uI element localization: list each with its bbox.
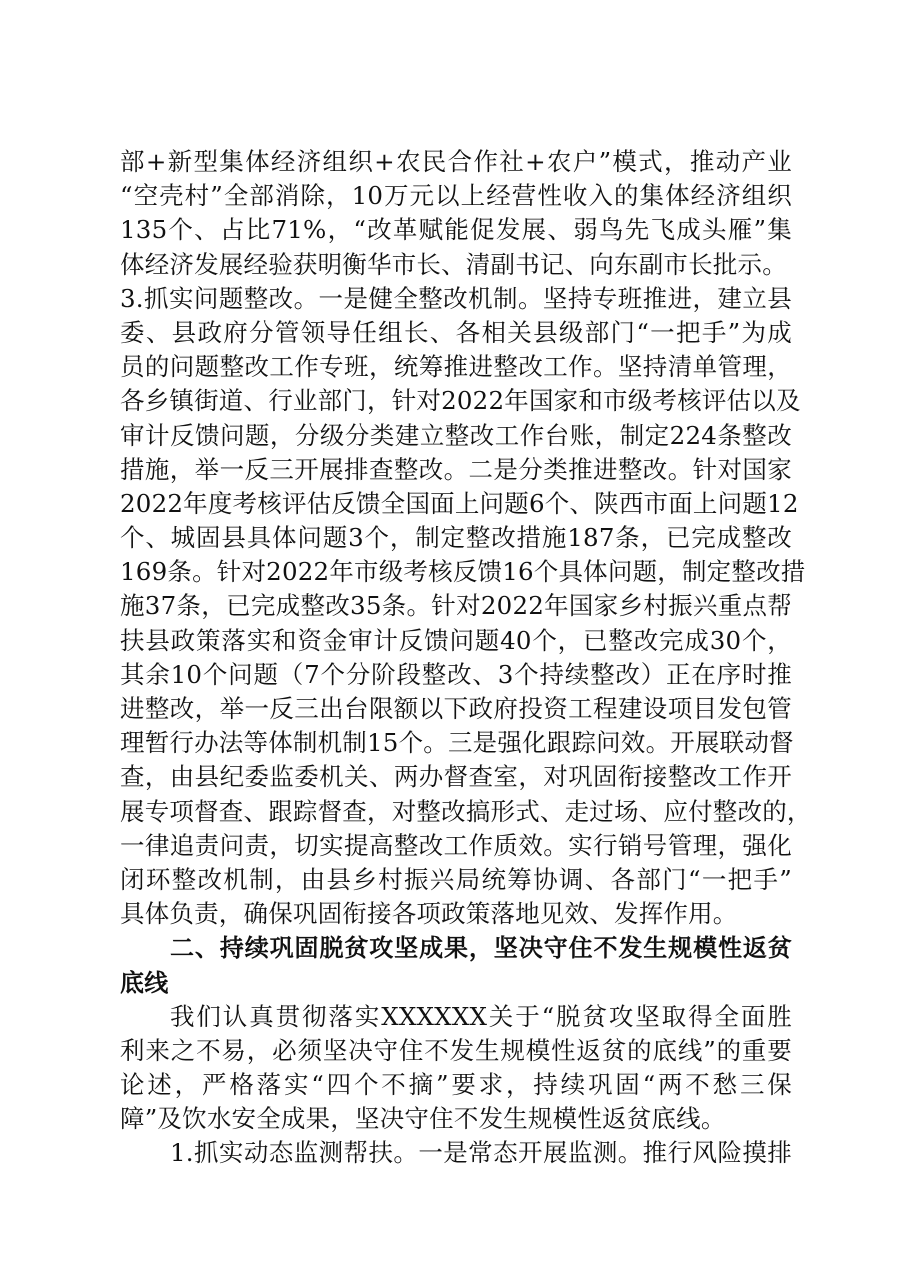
text-line: 展专项督查、跟踪督查，对整改搞形式、走过场、应付整改的， — [120, 796, 812, 826]
paragraph-problem-rectification — [120, 282, 812, 932]
text-line: 169条。针对2022年市级考核反馈16个具体问题，制定整改措 — [120, 557, 806, 587]
text-line: 部+新型集体经济组织+农民合作社+农户”模式，推动产业 — [120, 147, 792, 176]
heading-line: 底线 — [120, 968, 169, 997]
text-line: 其余10个问题（7个分阶段整改、3个持续整改）正在序时推 — [120, 659, 792, 689]
paragraph-intro — [120, 1000, 792, 1137]
text-line: 查，由县纪委监委机关、两办督查室，对巩固衔接整改工作开 — [120, 762, 792, 792]
text-line: 我们认真贯彻落实XXXXXX关于“脱贫攻坚取得全面胜 — [170, 1001, 792, 1031]
text-line: 体经济发展经验获明衡华市长、清副书记、向东副市长批示。 — [120, 249, 787, 279]
text-line: 障”及饮水安全成果，坚决守住不发生规模性返贫底线。 — [120, 1104, 726, 1134]
document-page — [120, 145, 812, 1171]
text-line: 具体负责，确保巩固衔接各项政策落地见效、发挥作用。 — [120, 899, 738, 929]
paragraph-collective-economy — [120, 145, 792, 282]
text-line: 1.抓实动态监测帮扶。一是常态开展监测。推行风险摸排 — [170, 1138, 792, 1168]
text-line: 135个、占比71%，“改革赋能促发展、弱鸟先飞成头雁”集 — [120, 215, 792, 245]
text-line: 利来之不易，必须坚决守住不发生规模性返贫的底线”的重要 — [120, 1035, 792, 1065]
text-line: 闭环整改机制，由县乡村振兴局统筹协调、各部门“一把手” — [120, 864, 792, 894]
text-line: 施37条，已完成整改35条。针对2022年国家乡村振兴重点帮 — [120, 591, 792, 621]
text-line: 各乡镇街道、行业部门，针对2022年国家和市级考核评估以及 — [120, 386, 801, 416]
text-line: “空壳村”全部消除，10万元以上经营性收入的集体经济组织 — [120, 181, 792, 211]
text-line: 员的问题整改工作专班，统筹推进整改工作。坚持清单管理， — [120, 352, 792, 382]
text-line: 措施，举一反三开展排查整改。二是分类推进整改。针对国家 — [120, 454, 792, 484]
text-line: 审计反馈问题，分级分类建立整改工作台账，制定224条整改 — [120, 420, 792, 450]
text-line: 论述，严格落实“四个不摘”要求，持续巩固“两不愁三保 — [120, 1070, 792, 1100]
text-line: 个、城固县具体问题3个，制定整改措施187条，已完成整改 — [120, 523, 792, 553]
heading-line: 二、持续巩固脱贫攻坚成果，坚决守住不发生规模性返贫 — [170, 934, 792, 963]
text-line: 2022年度考核评估反馈全国面上问题6个、陕西市面上问题12 — [120, 488, 799, 518]
text-line: 一律追责问责，切实提高整改工作质效。实行销号管理，强化 — [120, 830, 792, 860]
section-heading — [120, 931, 792, 999]
paragraph-monitoring — [120, 1136, 792, 1170]
text-line: 委、县政府分管领导任组长、各相关县级部门“一把手”为成 — [120, 317, 792, 347]
text-line: 3.抓实问题整改。一是健全整改机制。坚持专班推进，建立县 — [120, 283, 792, 313]
text-line: 扶县政策落实和资金审计反馈问题40个，已整改完成30个， — [120, 625, 792, 655]
text-line: 理暂行办法等体制机制15个。三是强化跟踪问效。开展联动督 — [120, 728, 794, 758]
text-line: 进整改，举一反三出台限额以下政府投资工程建设项目发包管 — [120, 694, 792, 723]
